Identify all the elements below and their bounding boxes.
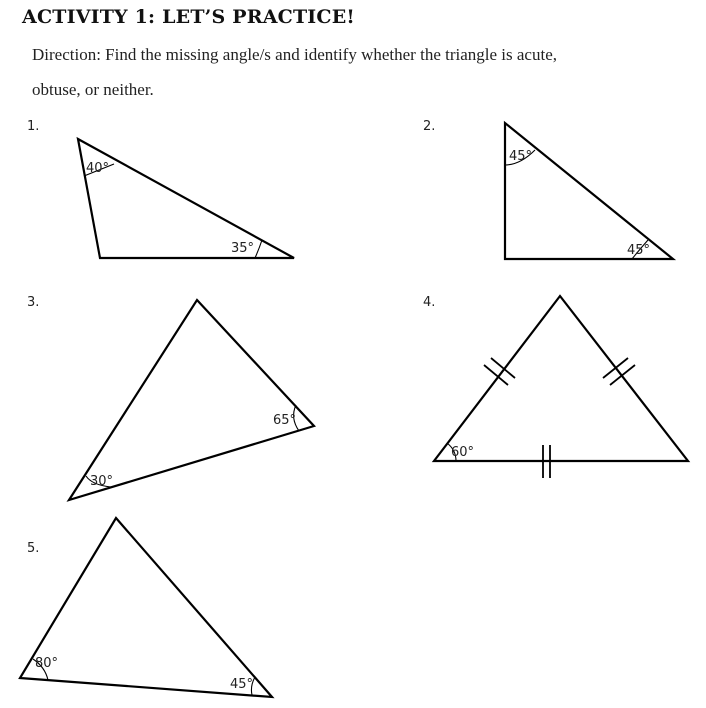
- problem-1-angle-right: 35°: [231, 241, 255, 256]
- problem-1-angle-arc-right: [255, 240, 262, 258]
- problem-3-number: 3.: [27, 295, 40, 310]
- problem-2-angle-right: 45°: [627, 243, 651, 258]
- direction-line-2: obtuse, or neither.: [32, 80, 154, 99]
- problem-3-angle-right: 65°: [273, 413, 297, 428]
- problem-4: [423, 295, 688, 478]
- problem-5-number: 5.: [27, 541, 40, 556]
- problem-2-triangle: [505, 123, 673, 259]
- problem-1-number: 1.: [27, 119, 40, 134]
- problem-2: [423, 119, 673, 259]
- problem-4-number: 4.: [423, 295, 436, 310]
- problem-5-angle-left: 80°: [35, 656, 59, 671]
- problem-1-angle-top: 40°: [86, 161, 110, 176]
- problem-5-angle-right: 45°: [230, 677, 254, 692]
- problem-2-angle-top: 45°: [509, 149, 533, 164]
- problem-3-triangle: [69, 300, 314, 500]
- problem-3-angle-left: 30°: [90, 474, 114, 489]
- direction-line-1: Direction: Find the missing angle/s and identify whether the triangle is acute,: [32, 45, 557, 64]
- problem-3: [27, 295, 314, 500]
- problem-1: [27, 119, 294, 258]
- problem-4-angle-left: 60°: [451, 445, 475, 460]
- problem-4-triangle: [434, 296, 688, 461]
- problem-2-number: 2.: [423, 119, 436, 134]
- activity-title: ACTIVITY 1: LET’S PRACTICE!: [22, 6, 355, 28]
- problem-5: [20, 518, 272, 697]
